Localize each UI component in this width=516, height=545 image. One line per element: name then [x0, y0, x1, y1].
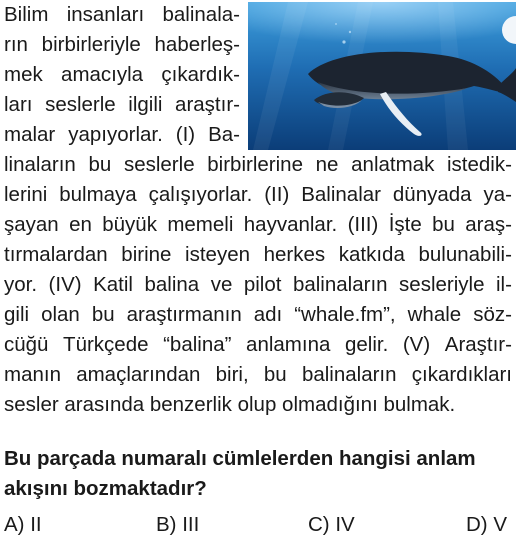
passage-word: mek: [4, 63, 43, 86]
passage-word: (III): [347, 213, 379, 236]
passage-word: yor.: [4, 273, 38, 296]
passage-word: hayvanlar.: [243, 213, 338, 236]
passage-word: amaçlarından: [76, 363, 201, 386]
passage-word: en: [69, 213, 92, 236]
passage-word: (IV): [48, 273, 82, 296]
passage-word: araştır-: [175, 93, 240, 116]
passage-word: (II): [264, 183, 290, 206]
passage-word: anlatmak: [351, 153, 435, 176]
passage-word: adı: [253, 303, 283, 326]
passage-word: yapıyorlar.: [68, 123, 163, 146]
passage-word: pilot: [243, 273, 282, 296]
whale-photo: [248, 2, 516, 150]
passage-word: İşte: [388, 213, 422, 236]
passage-word: (V): [402, 333, 431, 356]
passage-word: ne: [315, 153, 339, 176]
passage-word: Ba-: [208, 123, 240, 146]
passage-word: söz-: [473, 303, 512, 326]
passage-line: sesler arasında benzerlik olup olmadığını bulmak.: [4, 393, 456, 416]
passage-line: [4, 60, 240, 90]
passage-word: balinaların: [301, 363, 397, 386]
passage-word: Türkçede: [63, 333, 149, 356]
passage-line: [4, 240, 512, 270]
passage-line: [4, 150, 512, 180]
passage-word: birine: [121, 243, 172, 266]
passage-word: malar: [4, 123, 56, 146]
passage-word: gili: [4, 303, 30, 326]
passage-word: balinaların: [292, 273, 388, 296]
passage-word: biri,: [215, 363, 249, 386]
passage-word: seslerle: [123, 153, 195, 176]
whale-illustration: [248, 2, 516, 150]
passage-word: araştırmanın: [126, 303, 242, 326]
question-text: Bu parçada numaralı cümlelerden hangisi anlam: [4, 447, 476, 470]
passage-word: ya-: [483, 183, 512, 206]
question-text: akışını bozmaktadır?: [4, 477, 207, 500]
passage-word: katkıda: [338, 243, 405, 266]
passage-line: [4, 180, 512, 210]
passage-word: birbirlerine: [207, 153, 303, 176]
passage-word: ve: [210, 273, 233, 296]
passage-word: Balinalar: [301, 183, 381, 206]
passage-word: balinala-: [162, 3, 240, 26]
passage-word: dünyada: [392, 183, 472, 206]
passage-word: büyük: [102, 213, 157, 236]
passage-word: bu: [91, 303, 115, 326]
passage-word: memeli: [167, 213, 234, 236]
passage-word: sesleriyle: [399, 273, 485, 296]
passage-word: amacıyla: [61, 63, 144, 86]
passage-word: bulmaya: [59, 183, 137, 206]
passage-word: linaların: [4, 153, 76, 176]
option-b[interactable]: B) III: [156, 513, 200, 536]
passage-word: birbirleriyle: [41, 33, 141, 56]
passage-word: gelir.: [344, 333, 389, 356]
passage-line: [4, 300, 512, 330]
passage-word: anlamına: [246, 333, 331, 356]
passage-line: [4, 210, 512, 240]
passage-word: lerini: [4, 183, 48, 206]
passage-word: haberleş-: [154, 33, 240, 56]
passage-word: manın: [4, 363, 61, 386]
passage-word: tırmalardan: [4, 243, 108, 266]
passage-line: [4, 0, 240, 30]
passage-word: bulunabili-: [418, 243, 512, 266]
passage-word: ları: [4, 93, 33, 116]
passage-word: çıkardıkları: [411, 363, 512, 386]
passage-word: istedik-: [447, 153, 512, 176]
passage-line: [4, 120, 240, 150]
passage-word: seslerle: [45, 93, 116, 116]
passage-word: bu: [88, 153, 112, 176]
passage-word: Araştır-: [444, 333, 512, 356]
passage-word: olan: [41, 303, 80, 326]
passage-word: “whale.fm”,: [294, 303, 396, 326]
passage-word: Katil: [93, 273, 133, 296]
passage-line: [4, 360, 512, 390]
passage-word: insanları: [66, 3, 145, 26]
passage-word: şayan: [4, 213, 59, 236]
passage-word: rın: [4, 33, 28, 56]
passage-word: isteyen: [185, 243, 251, 266]
passage-word: (I): [175, 123, 196, 146]
answer-options: [4, 510, 512, 540]
passage-word: çıkardık-: [161, 63, 240, 86]
passage-word: “balina”: [163, 333, 232, 356]
passage-word: araş-: [465, 213, 512, 236]
passage-line: [4, 90, 240, 120]
passage-word: bu: [263, 363, 287, 386]
option-c[interactable]: C) IV: [308, 513, 355, 536]
passage-word: Bilim: [4, 3, 49, 26]
passage-word: ilgili: [128, 93, 163, 116]
passage-line: [4, 270, 512, 300]
passage-line: [4, 330, 512, 360]
passage-word: cüğü: [4, 333, 49, 356]
passage-word: bu: [432, 213, 455, 236]
passage-word: whale: [407, 303, 462, 326]
passage-word: çalışıyorlar.: [148, 183, 253, 206]
passage-line: [4, 30, 240, 60]
option-a[interactable]: A) II: [4, 513, 42, 536]
passage-word: il-: [496, 273, 512, 296]
passage-word: herkes: [263, 243, 326, 266]
option-d[interactable]: D) V: [466, 513, 507, 536]
passage-word: balina: [144, 273, 200, 296]
